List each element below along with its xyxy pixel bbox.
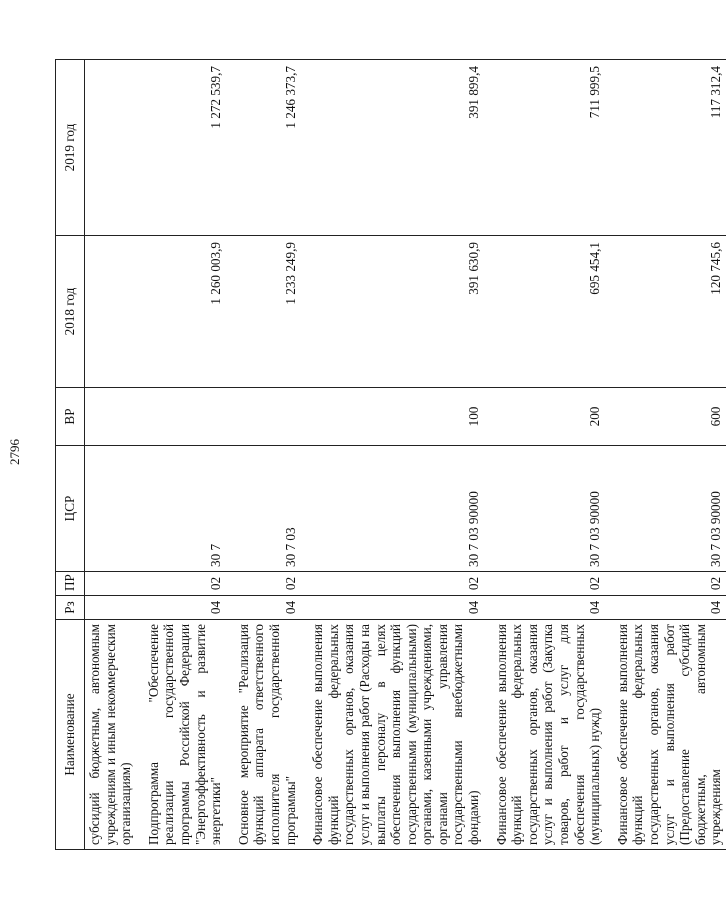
table-row [136,60,226,850]
row-2018: 1 260 003,9 [136,236,226,388]
row-csr: 30 7 03 90000 [484,446,605,572]
row-name: Финансовое обеспечение выполнения функций федеральных государственных органов, оказания услуг и выполнения работ (Закупка товаров, работ и услуг для обеспечения государственных (муниципальных) нужд) [484,620,605,850]
table-header [56,60,85,850]
header-pr: ПР [56,572,85,596]
header-2019: 2019 год [56,60,85,236]
row-vr [85,388,136,446]
row-rz: 04 [605,596,726,620]
row-pr: 02 [605,572,726,596]
row-2019: 117 312,4 [605,60,726,236]
row-2019: 1 272 539,7 [136,60,226,236]
row-rz: 04 [136,596,226,620]
row-2019: 711 999,5 [484,60,605,236]
row-2018: 1 233 249,9 [226,236,300,388]
header-vr: ВР [56,388,85,446]
budget-table-page [55,60,724,850]
table-row [226,60,300,850]
row-2018: 120 745,6 [605,236,726,388]
row-pr [85,572,136,596]
row-csr [85,446,136,572]
row-name: Финансовое обеспечение выполнения функций федеральных государственных органов, оказания услуг и выполнения работ (Предоставление субсидий бюджетным, автономным учреждениям [605,620,726,850]
row-vr: 200 [484,388,605,446]
header-csr: ЦСР [56,446,85,572]
row-vr [226,388,300,446]
row-vr: 100 [300,388,484,446]
row-csr: 30 7 03 90000 [300,446,484,572]
row-2019: 1 246 373,7 [226,60,300,236]
row-rz: 04 [484,596,605,620]
header-rz: Рз [56,596,85,620]
row-rz: 04 [300,596,484,620]
table-row [484,60,605,850]
row-2019 [85,60,136,236]
row-rz: 04 [226,596,300,620]
row-name: Финансовое обеспечение выполнения функций федеральных государственных органов, оказания услуг и выполнения работ (Расходы на выплаты персоналу в целях обеспечения выполнения функций государственными (муниципальными) органами, казенными учреждениями, органами управления государственными внебюджетными фондами) [300,620,484,850]
row-name: субсидий бюджетным, автономным учреждениям и иным некоммерческим организациям) [85,620,136,850]
row-pr: 02 [300,572,484,596]
header-name: Наименование [56,620,85,850]
row-2018: 695 454,1 [484,236,605,388]
row-vr: 600 [605,388,726,446]
table-row [85,60,136,850]
row-pr: 02 [136,572,226,596]
row-name: Подпрограмма "Обеспечение реализации государственной программы Российской Федерации "Энергоэффективность и развитие энергетики" [136,620,226,850]
table-row [605,60,726,850]
page-number: 2796 [7,439,22,465]
row-csr: 30 7 [136,446,226,572]
row-csr: 30 7 03 90000 [605,446,726,572]
row-name: Основное мероприятие "Реализация функций аппарата ответственного исполнителя государственной программы" [226,620,300,850]
header-2018: 2018 год [56,236,85,388]
budget-table [55,59,726,850]
row-pr: 02 [226,572,300,596]
row-2018 [85,236,136,388]
row-pr: 02 [484,572,605,596]
row-rz [85,596,136,620]
row-2019: 391 899,4 [300,60,484,236]
row-2018: 391 630,9 [300,236,484,388]
row-vr [136,388,226,446]
row-csr: 30 7 03 [226,446,300,572]
table-row [300,60,484,850]
